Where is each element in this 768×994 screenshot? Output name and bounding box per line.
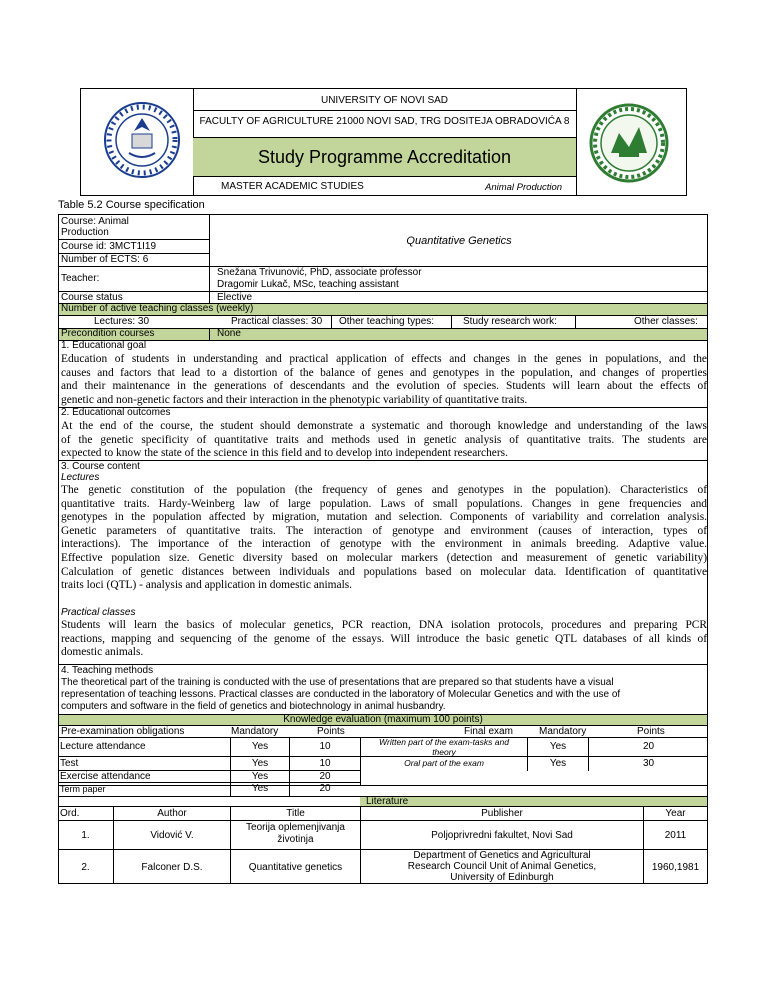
course-id: Course id: 3MCT1I19 — [61, 241, 157, 252]
lit-row-1-title: Teorija oplemenjivanja životinja — [246, 822, 345, 845]
lit-row-2-author: Falconer D.S. — [141, 862, 203, 873]
mandatory-header-1: Mandatory — [231, 726, 279, 737]
pre-row-2-name: Test — [60, 758, 79, 769]
course-name: Quantitative Genetics — [406, 235, 512, 247]
final-row-2-name: Oral part of the exam — [404, 758, 484, 768]
lit-row-1-year: 2011 — [664, 830, 687, 841]
final-row-1-name: Written part of the exam-tasks and theory — [379, 737, 509, 757]
evaluation-heading: Knowledge evaluation (maximum 100 points) — [283, 714, 483, 725]
practical-text: Students will learn the basics of molecular genetics, PCR reaction, DNA isolation protocols, procedures and preparing PCR reactions, mapping and sequencing of the genome of the essays. Will introduce the basic genetic QTL databases of all kinds of domestic animals. — [61, 619, 707, 659]
header-block — [80, 88, 687, 196]
teacher-2: Dragomir Lukač, MSc, teaching assistant — [217, 279, 399, 290]
literature-heading: Literature — [366, 796, 409, 807]
title-band — [193, 137, 576, 177]
precondition-label: Precondition courses — [61, 328, 155, 339]
final-row-1-mandatory: Yes — [549, 741, 567, 752]
pre-row-4-mandatory: Yes — [251, 783, 269, 794]
course-label-2: Production — [61, 227, 109, 238]
lectures-label: Lectures — [61, 472, 100, 483]
pre-row-3-mandatory: Yes — [251, 771, 269, 782]
pre-row-4-name: Term paper — [60, 784, 106, 794]
table-caption: Table 5.2 Course specification — [58, 199, 205, 211]
points-header-1: Points — [317, 726, 345, 737]
page-title: Study Programme Accreditation — [257, 147, 512, 167]
pre-row-4-points: 20 — [319, 783, 331, 794]
course-table — [58, 214, 708, 786]
faculty-seal-icon — [589, 103, 669, 186]
methods-heading: 4. Teaching methods — [61, 665, 154, 676]
ects: Number of ECTS: 6 — [61, 254, 149, 265]
practical-count: Practical classes: 30 — [231, 316, 323, 327]
lit-row-2-year: 1960,1981 — [651, 862, 700, 873]
final-exam-label: Final exam — [464, 726, 513, 737]
pre-exam-label: Pre-examination obligations — [61, 726, 185, 737]
content-heading: 3. Course content — [61, 461, 140, 472]
course-label: Course: Animal — [61, 216, 129, 227]
other-teaching-types: Other teaching types: — [339, 316, 435, 327]
study-level: MASTER ACADEMIC STUDIES — [221, 181, 364, 192]
pre-row-2-points: 10 — [319, 758, 331, 769]
programme-name: Animal Production — [485, 182, 563, 193]
lit-col-year: Year — [665, 808, 686, 819]
pre-row-3-points: 20 — [319, 771, 331, 782]
final-row-1-points: 20 — [642, 741, 655, 752]
lit-col-title: Title — [286, 808, 305, 819]
goal-text: Education of students in understanding and practical application of effects and changes in the genes in populations, and the causes and factors that lead to a distortion of the balance of genes and genotypes in the population, and changes of properties and their maintenance in the generations of descendants and the evolution of species. Students will learn about the effects of genetic and non-genetic factors and their interaction in the phenotypic variability of quantitative traits. — [61, 353, 707, 406]
other-classes: Other classes: — [634, 316, 698, 327]
methods-text: The theoretical part of the training is conducted with the use of presentations that are prepared so that students have a visual representation of teaching lessons. Practical classes are conducted in the laboratory of Molecular Genetics and with the use of computers and software in the field of genetics and biotechnology in animal husbandry. — [61, 677, 621, 713]
lit-row-2-publisher: Department of Genetics and Agricultural Research Council Unit of Animal Genetics, University of Edinburgh — [407, 850, 597, 883]
pre-row-1-mandatory: Yes — [251, 741, 269, 752]
points-header-2: Points — [637, 726, 665, 737]
study-research-work: Study research work: — [463, 316, 557, 327]
university-name: UNIVERSITY OF NOVI SAD — [320, 95, 449, 106]
lit-row-1-ord: 1. — [81, 830, 90, 841]
final-row-2-mandatory: Yes — [549, 758, 567, 769]
pre-row-1-name: Lecture attendance — [60, 741, 146, 752]
final-row-2-points: 30 — [642, 758, 655, 769]
course-status: Elective — [217, 292, 253, 303]
practical-label: Practical classes — [61, 607, 136, 618]
mandatory-header-2: Mandatory — [539, 726, 587, 737]
lectures-count: Lectures: 30 — [94, 316, 150, 327]
outcomes-heading: 2. Educational outcomes — [61, 407, 171, 418]
lit-col-publisher: Publisher — [481, 808, 523, 819]
pre-row-1-points: 10 — [319, 741, 331, 752]
lit-row-2-ord: 2. — [81, 862, 90, 873]
precondition-value: None — [217, 328, 241, 339]
status-label: Course status — [61, 292, 123, 303]
pre-row-2-mandatory: Yes — [251, 758, 269, 769]
lit-row-1-author: Vidović V. — [150, 830, 194, 841]
lit-row-1-publisher: Poljoprivredni fakultet, Novi Sad — [431, 830, 573, 841]
faculty-address: FACULTY OF AGRICULTURE 21000 NOVI SAD, TRG DOSITEJA OBRADOVIĆA 8 — [199, 116, 570, 127]
lit-col-ord: Ord. — [60, 808, 80, 819]
university-seal-icon — [103, 101, 181, 182]
outcomes-text: At the end of the course, the student should demonstrate a systematic and thorough knowledge and understanding of the laws of the genetic specificity of quantitative traits and methods used in genetic analysis of quantitative traits. The students are expected to know the state of the science in this field and to develop into independent researchers. — [61, 420, 707, 460]
lectures-text: The genetic constitution of the population (the frequency of genes and genotypes in the population). Characteristics of quantitative traits. Hardy-Weinberg law of large population. Laws of small populations. Changes in gene frequencies and genotypes in the population affected by migration, mutation and selection. Components of variability and correlation analysis. Genetic parameters of quantitative traits. The interaction of genotype and environment (causes of interaction, types of interactions). The importance of the interaction of genotype with the environment in animals breeding. Adaptive value. Effective population size. Genetic diversity based on molecular markers (detection and measurement of genetic variability) Calculation of genetic distances between individuals and populations based on molecular data. Identification of quantitative traits loci (QTL) - analysis and application in domestic animals. — [61, 484, 707, 592]
teacher-1: Snežana Trivunović, PhD, associate professor — [217, 267, 422, 278]
lit-row-2-title: Quantitative genetics — [248, 862, 343, 873]
goal-heading: 1. Educational goal — [61, 340, 147, 351]
pre-row-3-name: Exercise attendance — [60, 771, 151, 782]
classes-label: Number of active teaching classes (weekly) — [61, 303, 254, 314]
teacher-label: Teacher: — [61, 273, 100, 284]
lit-col-author: Author — [157, 808, 187, 819]
